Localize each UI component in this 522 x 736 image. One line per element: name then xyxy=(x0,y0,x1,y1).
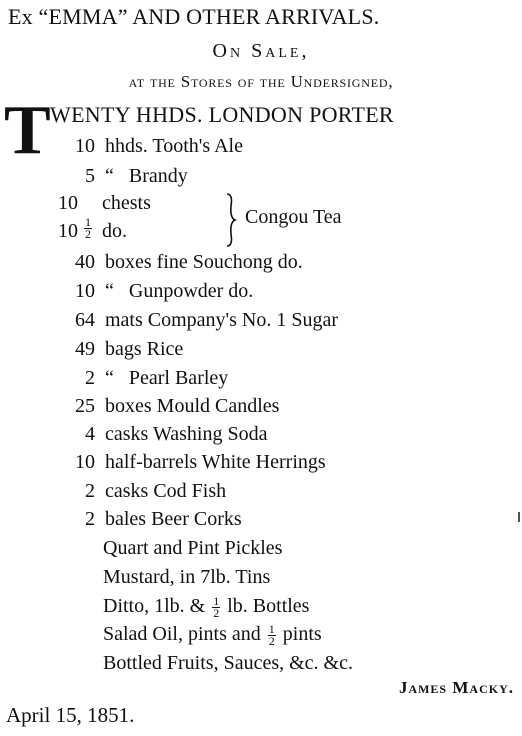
right-brace-icon xyxy=(225,192,237,248)
item-quantity: 5 xyxy=(85,165,95,187)
item-unit: do. xyxy=(102,220,127,242)
item-quantity: 64 xyxy=(75,309,95,331)
half-fraction: $\frac{1}{2}$ xyxy=(268,621,275,648)
ad-date: April 15, 1851. xyxy=(6,703,135,727)
item-quantity: 4 xyxy=(85,423,95,445)
bottles-suffix: lb. Bottles xyxy=(227,595,310,617)
list-item xyxy=(55,448,475,476)
oil-prefix: Salad Oil, pints and xyxy=(103,623,261,645)
list-item-mustard: Mustard, in 7lb. Tins xyxy=(103,566,271,588)
list-item-salad-oil xyxy=(103,620,322,648)
item-description: bags Rice xyxy=(105,338,184,360)
item-description: mats Company's No. 1 Sugar xyxy=(105,309,339,331)
item-quantity: 2 xyxy=(85,367,95,389)
item-description: “ Gunpowder do. xyxy=(105,280,254,302)
item-quantity: 10 xyxy=(75,451,95,473)
list-item xyxy=(55,335,475,363)
item-quantity: 25 xyxy=(75,395,95,417)
bottles-prefix: Ditto, 1lb. & xyxy=(103,595,206,617)
oil-suffix: pints xyxy=(282,623,322,645)
lead-item: WENTY HHDS. LONDON PORTER xyxy=(50,102,394,127)
list-item xyxy=(55,392,475,420)
item-quantity: 2 xyxy=(85,480,95,502)
print-smudge xyxy=(518,512,520,522)
item-description: boxes Mould Candles xyxy=(105,395,280,417)
list-item xyxy=(55,364,475,392)
list-item xyxy=(55,477,475,505)
item-description: casks Cod Fish xyxy=(105,480,227,502)
list-item xyxy=(55,277,475,305)
drop-cap: T xyxy=(4,92,51,169)
item-quantity: 49 xyxy=(75,338,95,360)
item-description: hhds. Tooth's Ale xyxy=(105,135,243,157)
item-description: bales Beer Corks xyxy=(105,508,242,530)
list-item xyxy=(55,162,455,190)
list-item-pickles: Quart and Pint Pickles xyxy=(103,537,283,559)
item-description: casks Washing Soda xyxy=(105,423,268,445)
item-unit: chests xyxy=(102,192,151,214)
item-description: boxes fine Souchong do. xyxy=(105,251,303,273)
on-sale-heading: On Sale, xyxy=(212,40,310,62)
half-fraction: $\frac{1}{2}$ xyxy=(85,214,91,241)
list-item xyxy=(55,505,475,533)
stores-line: at the Stores of the Undersigned, xyxy=(128,72,394,91)
item-quantity: 10 xyxy=(75,280,95,302)
list-item xyxy=(55,420,475,448)
item-description: “ Pearl Barley xyxy=(105,367,229,389)
list-item xyxy=(55,306,475,334)
half-fraction: $\frac{1}{2}$ xyxy=(213,593,220,620)
item-quantity: 10 xyxy=(58,220,78,242)
list-item-bottles xyxy=(103,592,309,620)
item-description: half-barrels White Herrings xyxy=(105,451,326,473)
list-item xyxy=(55,248,475,276)
item-description: “ Brandy xyxy=(105,165,188,187)
tea-label: Congou Tea xyxy=(245,206,342,228)
signature: James Macky. xyxy=(398,678,514,697)
ad-header: Ex “EMMA” AND OTHER ARRIVALS. xyxy=(8,4,380,29)
item-quantity: 2 xyxy=(85,508,95,530)
item-quantity: 10 xyxy=(58,192,78,214)
item-quantity: 10 xyxy=(75,135,95,157)
list-item-fruits: Bottled Fruits, Sauces, &c. &c. xyxy=(103,652,353,674)
item-quantity: 40 xyxy=(75,251,95,273)
list-item xyxy=(55,132,455,160)
tea-group xyxy=(55,192,375,248)
